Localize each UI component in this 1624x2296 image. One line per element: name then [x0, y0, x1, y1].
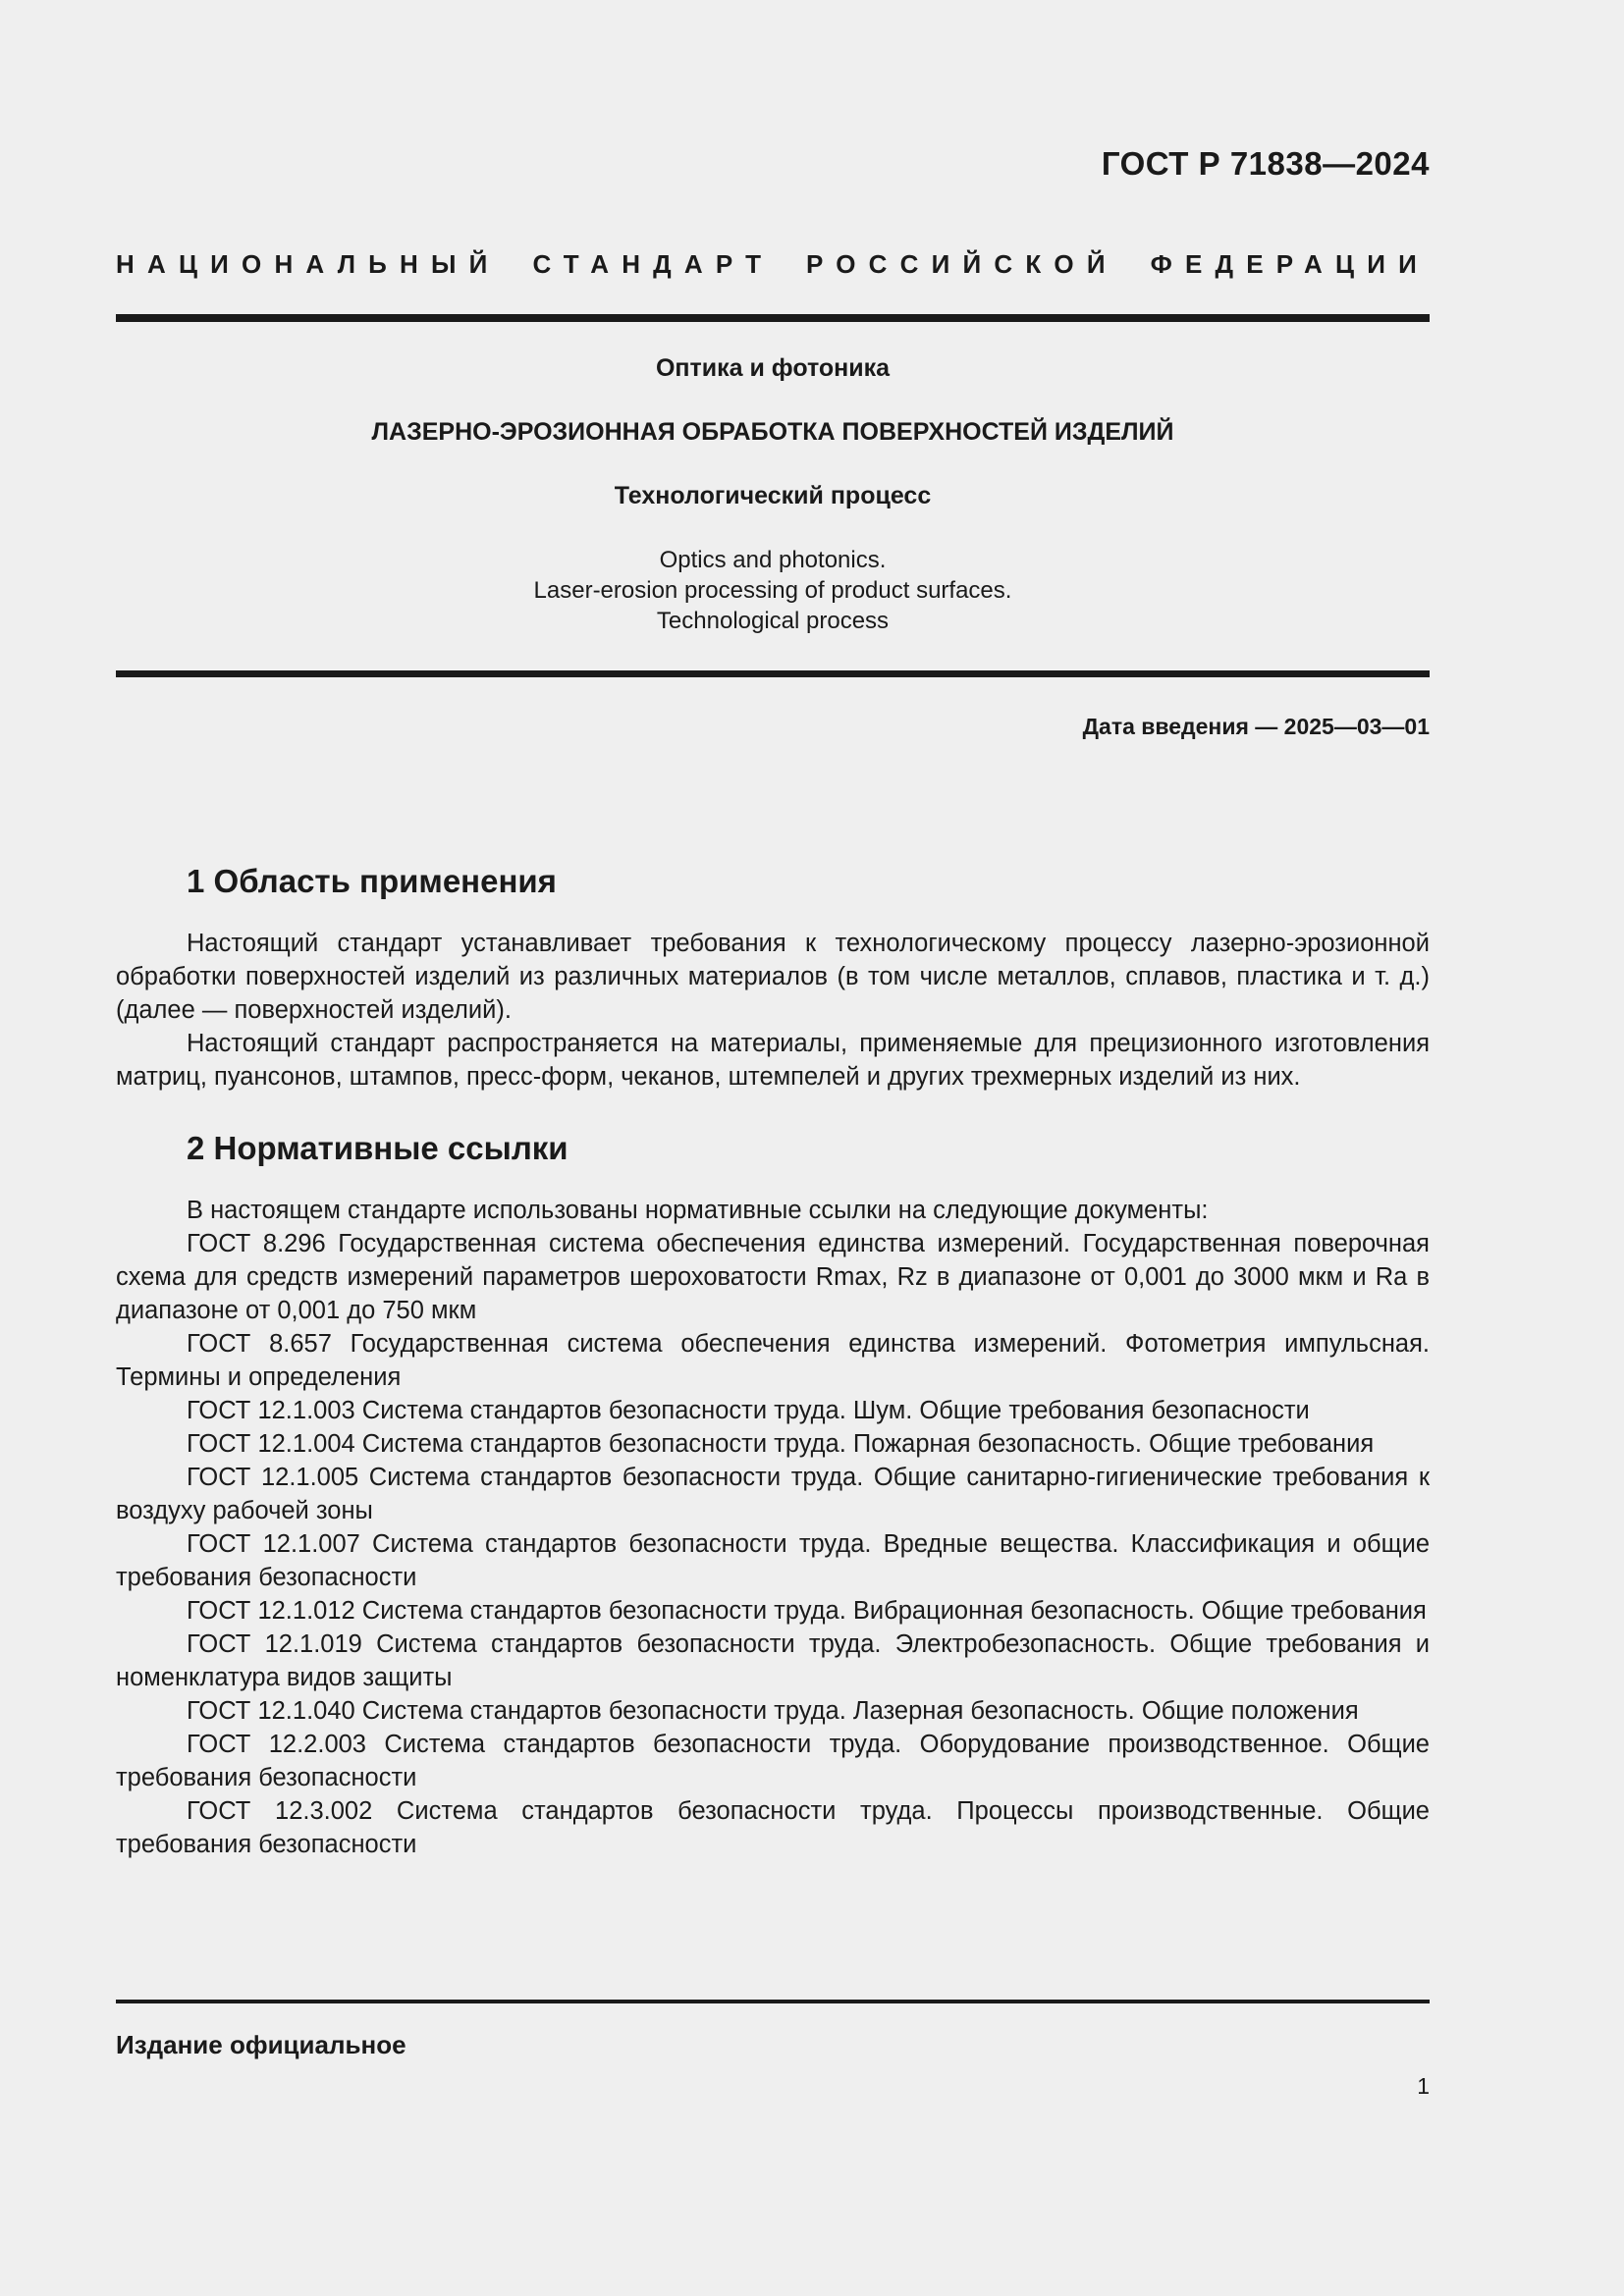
paragraph: В настоящем стандарте использованы нормативные ссылки на следующие документы:	[187, 1197, 1209, 1224]
reference-item: ГОСТ 12.1.012 Система стандартов безопасности труда. Вибрационная безопасность. Общие требования	[187, 1597, 1427, 1625]
official-edition-label: Издание официальное	[116, 2030, 406, 2059]
title-divider	[116, 670, 1430, 677]
reference-item: ГОСТ 12.2.003 Система стандартов безопасности труда. Оборудование производственное. Общие требования безопасности	[116, 1731, 1430, 1791]
paragraph: Настоящий стандарт распространяется на материалы, применяемые для прецизионного изготовления матриц, пуансонов, штампов, пресс-форм, чеканов, штемпелей и других трехмерных изделий из них.	[116, 1030, 1430, 1091]
section-normative-references	[116, 1125, 1430, 1861]
national-standard-banner: НАЦИОНАЛЬНЫЙ СТАНДАРТ РОССИЙСКОЙ ФЕДЕРАЦИИ	[116, 249, 1430, 279]
footer-divider	[116, 2000, 1430, 2003]
reference-item: ГОСТ 12.1.003 Система стандартов безопасности труда. Шум. Общие требования безопасности	[187, 1397, 1310, 1424]
section-heading: 1 Область применения	[187, 863, 557, 899]
document-number: ГОСТ Р 71838—2024	[1101, 145, 1430, 182]
reference-item: ГОСТ 12.1.004 Система стандартов безопасности труда. Пожарная безопасность. Общие требования	[187, 1430, 1375, 1458]
english-title-line: Laser-erosion processing of product surfaces.	[533, 577, 1012, 604]
reference-item: ГОСТ 12.1.007 Система стандартов безопасности труда. Вредные вещества. Классификация и общие требования безопасности	[116, 1530, 1430, 1591]
english-title-line: Optics and photonics.	[659, 547, 887, 573]
reference-item: ГОСТ 12.1.019 Система стандартов безопасности труда. Электробезопасность. Общие требования и номенклатура видов защиты	[116, 1630, 1430, 1691]
standard-title: ЛАЗЕРНО-ЭРОЗИОННАЯ ОБРАБОТКА ПОВЕРХНОСТЕЙ ИЗДЕЛИЙ	[371, 418, 1174, 446]
section-scope	[116, 858, 1430, 1094]
english-title	[116, 545, 1430, 636]
top-divider	[116, 314, 1430, 322]
standard-subtitle: Технологический процесс	[614, 482, 932, 509]
paragraph: Настоящий стандарт устанавливает требования к технологическому процессу лазерно-эрозионной обработки поверхностей изделий из различных материалов (в том числе металлов, сплавов, пластика и т. д.) (далее — поверхностей изделий).	[116, 930, 1430, 1024]
reference-item: ГОСТ 12.1.040 Система стандартов безопасности труда. Лазерная безопасность. Общие положения	[187, 1697, 1359, 1725]
reference-item: ГОСТ 8.657 Государственная система обеспечения единства измерений. Фотометрия импульсная. Термины и определения	[116, 1330, 1430, 1391]
section-heading: 2 Нормативные ссылки	[187, 1130, 568, 1166]
document-page	[116, 0, 1430, 2296]
reference-item: ГОСТ 12.3.002 Система стандартов безопасности труда. Процессы производственные. Общие требования безопасности	[116, 1797, 1430, 1858]
english-title-line: Technological process	[656, 608, 890, 634]
standard-field: Оптика и фотоника	[655, 354, 891, 382]
reference-item: ГОСТ 8.296 Государственная система обеспечения единства измерений. Государственная поверочная схема для средств измерений параметров шероховатости Rmax, Rz в диапазоне от 0,001 до 3000 мкм и Ra в диапазоне от 0,001 до 750 мкм	[116, 1230, 1430, 1324]
reference-item: ГОСТ 12.1.005 Система стандартов безопасности труда. Общие санитарно-гигиенические требования к воздуху рабочей зоны	[116, 1464, 1430, 1524]
page-number: 1	[1417, 2073, 1430, 2099]
introduction-date: Дата введения — 2025—03—01	[1082, 714, 1430, 739]
